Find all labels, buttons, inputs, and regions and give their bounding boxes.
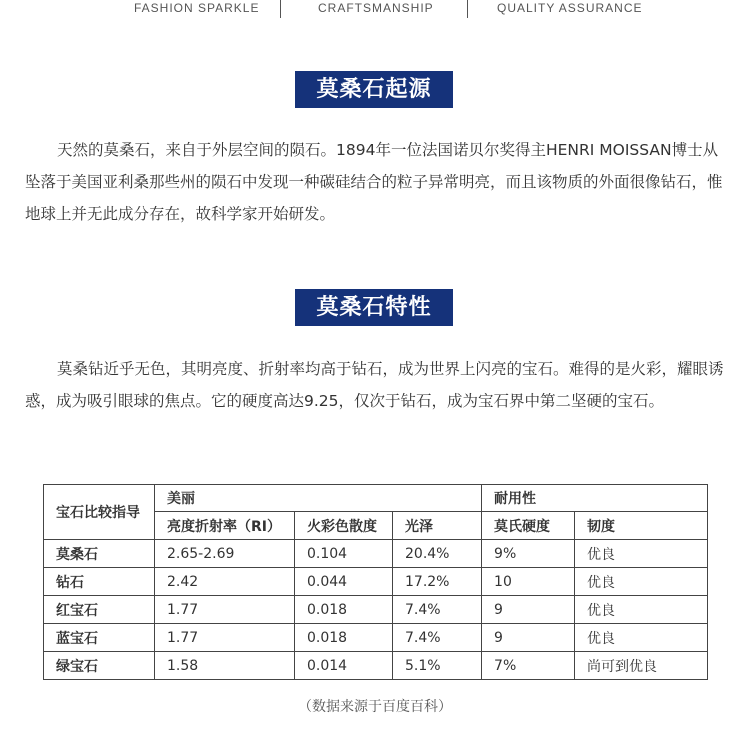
table-cell: 9 [482,596,575,624]
table-cell: 1.77 [155,596,295,624]
table-row [44,596,708,624]
gem-name-cell: 红宝石 [44,596,155,624]
table-cell: 2.65-2.69 [155,540,295,568]
gem-comparison-table [43,484,708,680]
table-cell: 0.014 [295,652,393,680]
table-cell: 0.018 [295,596,393,624]
gem-name-cell: 绿宝石 [44,652,155,680]
table-cell: 0.018 [295,624,393,652]
table-cell: 0.044 [295,568,393,596]
column-header-dispersion: 火彩色散度 [295,512,393,540]
table-cell: 1.58 [155,652,295,680]
group-durability-header: 耐用性 [482,485,708,512]
table-cell: 9 [482,624,575,652]
table-cell: 17.2% [393,568,482,596]
table-cell: 7% [482,652,575,680]
gem-name-cell: 莫桑石 [44,540,155,568]
table-cell: 2.42 [155,568,295,596]
table-cell: 7.4% [393,624,482,652]
column-header-refraction: 亮度折射率（RI） [155,512,295,540]
table-corner-label: 宝石比较指导 [44,485,155,540]
table-row [44,540,708,568]
table-row [44,624,708,652]
column-header-toughness: 韧度 [575,512,708,540]
table-cell: 0.104 [295,540,393,568]
table-cell: 5.1% [393,652,482,680]
section-title-properties: 莫桑石特性 [295,289,453,326]
table-cell: 优良 [575,624,708,652]
column-header-hardness: 莫氏硬度 [482,512,575,540]
table-row [44,652,708,680]
table-cell: 优良 [575,540,708,568]
table-cell: 9% [482,540,575,568]
nav-item-fashion-sparkle[interactable]: FASHION SPARKLE [134,1,260,15]
table-cell: 7.4% [393,596,482,624]
nav-divider [280,0,281,18]
table-cell: 优良 [575,596,708,624]
properties-paragraph: 莫桑钻近乎无色，其明亮度、折射率均高于钻石，成为世界上闪亮的宝石。难得的是火彩，耀眼诱惑，成为吸引眼球的焦点。它的硬度高达9.25，仅次于钻石，成为宝石界中第二坚硬的宝石。 [25,360,724,410]
nav-divider [467,0,468,18]
nav-item-quality-assurance[interactable]: QUALITY ASSURANCE [497,1,643,15]
table-row [44,568,708,596]
table-cell: 10 [482,568,575,596]
nav-item-craftsmanship[interactable]: CRAFTSMANSHIP [318,1,434,15]
data-source-note: （数据来源于百度百科） [298,699,452,715]
section-title-origin: 莫桑石起源 [295,71,453,108]
group-beauty-header: 美丽 [155,485,482,512]
table-cell: 1.77 [155,624,295,652]
gem-name-cell: 钻石 [44,568,155,596]
gem-name-cell: 蓝宝石 [44,624,155,652]
table-cell: 20.4% [393,540,482,568]
table-cell: 优良 [575,568,708,596]
column-header-luster: 光泽 [393,512,482,540]
origin-paragraph: 天然的莫桑石，来自于外层空间的陨石。1894年一位法国诺贝尔奖得主HENRI MOISSAN博士从坠落于美国亚利桑那些州的陨石中发现一种碳硅结合的粒子异常明亮，而且该物质的外面很像钻石，惟地球上并无此成分存在，故科学家开始研发。 [25,141,723,223]
top-navigation [0,0,750,20]
table-cell: 尚可到优良 [575,652,708,680]
table-group-header-row [44,485,708,512]
